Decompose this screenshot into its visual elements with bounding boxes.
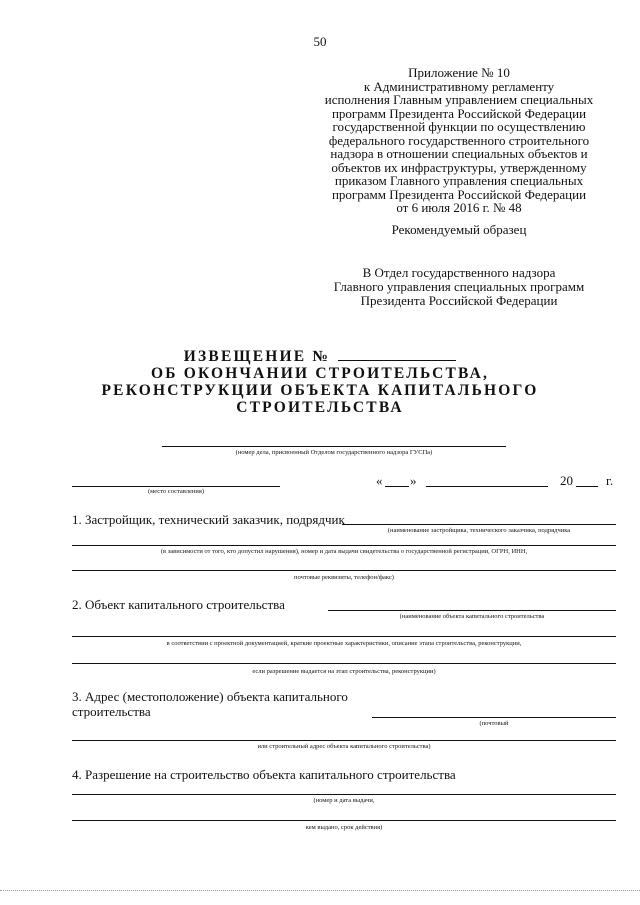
section-2-field-3[interactable]: [72, 663, 616, 664]
section-1-caption-1: (наименование застройщика, технического заказчика, подрядчика: [387, 527, 571, 534]
section-4-field-1[interactable]: [72, 794, 616, 795]
page-number: 50: [313, 34, 327, 49]
section-1-caption-2: (в зависимости от того, кто допустил нарушения), номер и дата выдачи свидетельства о государственной регистрации, ОГРН, ИНН,: [160, 548, 528, 555]
section-3-field-1[interactable]: [372, 717, 616, 718]
place-field[interactable]: [72, 486, 280, 487]
title-line: СТРОИТЕЛЬСТВА: [236, 399, 404, 416]
addressee-block: [318, 266, 600, 308]
case-number-field[interactable]: [162, 446, 506, 447]
section-2-label: 2. Объект капитального строительства: [72, 597, 285, 612]
date-year-suffix: г.: [606, 473, 614, 488]
section-2-caption-1: (наименование объекта капитального строительства: [399, 613, 545, 620]
title-line: ОБ ОКОНЧАНИИ СТРОИТЕЛЬСТВА,: [150, 365, 490, 382]
case-number-caption: (номер дела, присвоенный Отделом государственного надзора ГУСПа): [235, 449, 433, 456]
section-2-field-2[interactable]: [72, 636, 616, 637]
date-year-prefix: 20: [560, 473, 573, 488]
place-caption: (место составления): [147, 488, 205, 495]
appendix-line: надзора в отношении специальных объектов и: [330, 146, 588, 161]
addressee-line: В Отдел государственного надзора: [362, 265, 556, 280]
section-1-caption-3: почтовые реквизиты, телефон/факс): [294, 574, 394, 581]
section-1-field-2[interactable]: [72, 545, 616, 546]
appendix-line: федерального государственного строительного: [328, 132, 590, 148]
section-3-caption-2: или строительный адрес объекта капитального строительства): [257, 743, 431, 750]
section-3-field-2[interactable]: [72, 740, 616, 741]
appendix-line: программ Президента Российской Федерации: [331, 186, 587, 202]
addressee-line: Главного управления специальных программ: [333, 279, 585, 294]
notice-number-field[interactable]: [338, 348, 456, 361]
section-4-field-2[interactable]: [72, 820, 616, 821]
section-1-label: 1. Застройщик, технический заказчик, подрядчик: [72, 512, 345, 527]
date-close-quote: »: [410, 473, 417, 488]
document-title: [60, 348, 580, 416]
title-notice-number: ИЗВЕЩЕНИЕ №: [183, 348, 331, 365]
section-4-caption-1: (номер и дата выдачи,: [313, 797, 375, 804]
title-line: РЕКОНСТРУКЦИИ ОБЪЕКТА КАПИТАЛЬНОГО: [101, 382, 539, 399]
scan-edge-divider: [0, 890, 640, 891]
section-2-field-1[interactable]: [328, 610, 616, 611]
section-4-caption-2: кем выдано, срок действия): [305, 824, 383, 831]
appendix-line: Приложение № 10: [408, 65, 510, 80]
date-year-field[interactable]: [576, 486, 598, 487]
date-day-field[interactable]: [385, 486, 409, 487]
appendix-line: приказом Главного управления специальных: [334, 173, 584, 188]
recommended-sample-label: Рекомендуемый образец: [391, 222, 527, 237]
section-3-caption-1: (почтовый: [479, 720, 509, 727]
section-3-label-line-1: 3. Адрес (местоположение) объекта капитального: [72, 689, 348, 704]
addressee-line: Президента Российской Федерации: [360, 293, 558, 308]
section-4-label: 4. Разрешение на строительство объекта капитального строительства: [72, 767, 456, 782]
appendix-line: исполнения Главным управлением специальных: [324, 92, 594, 107]
appendix-line: государственной функции по осуществлению: [332, 119, 586, 134]
appendix-line: от 6 июля 2016 г. № 48: [396, 200, 522, 215]
section-2-caption-3: если разрешение выдается на этап строительства, реконструкции): [252, 668, 436, 675]
section-3-label-line-2: строительства: [72, 704, 151, 719]
appendix-header: [318, 66, 600, 215]
date-month-field[interactable]: [426, 486, 548, 487]
appendix-line: к Административному регламенту: [363, 78, 555, 94]
section-1-field-3[interactable]: [72, 570, 616, 571]
appendix-line: программ Президента Российской Федерации: [331, 105, 587, 121]
section-1-field-1[interactable]: [342, 524, 616, 525]
section-2-caption-2: в соответствии с проектной документацией, краткие проектные характеристики, описание этапа строительства, реконструкции,: [166, 640, 522, 647]
date-open-quote: «: [376, 473, 383, 488]
appendix-line: объектов их инфраструктуры, утвержденному: [331, 159, 587, 175]
